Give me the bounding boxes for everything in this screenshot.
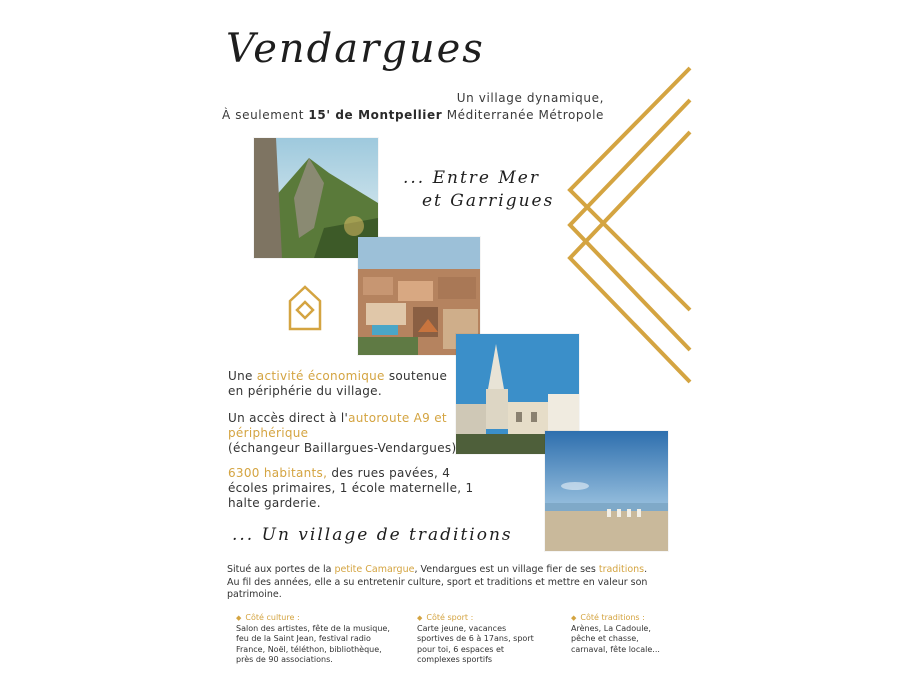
diamond-bullet-icon: ◆ bbox=[571, 614, 577, 622]
tagline-garrigues: et Garrigues bbox=[422, 191, 555, 211]
tagline-traditions: ... Un village de traditions bbox=[232, 525, 513, 545]
tagline-entre-mer: ... Entre Mer bbox=[403, 168, 540, 188]
column-traditions bbox=[571, 613, 666, 655]
paragraph-population: 6300 habitants, des rues pavées, 4 écoles primaires, 1 école maternelle, 1 halte garderie. bbox=[228, 466, 474, 510]
paragraph-economy: Une activité économique soutenue en périphérie du village. bbox=[228, 369, 448, 398]
column-culture-heading: ◆ Côté culture : bbox=[236, 613, 300, 622]
house-diamond-icon bbox=[288, 285, 322, 331]
photo-beach bbox=[545, 431, 668, 551]
column-culture bbox=[236, 613, 391, 666]
column-sport bbox=[417, 613, 537, 666]
column-culture-body: Salon des artistes, fête de la musique, feu de la Saint Jean, festival radio France, Noël, téléthon, bibliothèque, près de 90 associations. bbox=[236, 623, 390, 664]
subtitle bbox=[222, 90, 604, 124]
page-title: Vendargues bbox=[226, 26, 485, 72]
intro-paragraph: Situé aux portes de la petite Camargue, Vendargues est un village fier de ses traditions. Au fil des années, elle a su entretenir culture, sport et traditions et mettre en valeur son patrimoine. bbox=[227, 564, 648, 600]
subtitle-line2: À seulement 15' de Montpellier Méditerranée Métropole bbox=[222, 108, 604, 122]
paragraph-access: Un accès direct à l'autoroute A9 et périphérique (échangeur Baillargues-Vendargues) bbox=[228, 411, 457, 455]
subtitle-line1: Un village dynamique, bbox=[456, 91, 604, 105]
column-sport-body: Carte jeune, vacances sportives de 6 à 17ans, sport pour toi, 6 espaces et complexes sportifs bbox=[417, 623, 534, 664]
diamond-bullet-icon: ◆ bbox=[236, 614, 242, 622]
column-traditions-heading: ◆ Côté traditions : bbox=[571, 613, 645, 622]
column-traditions-body: Arènes, La Cadoule, pêche et chasse, carnaval, fête locale... bbox=[571, 623, 660, 654]
column-sport-heading: ◆ Côté sport : bbox=[417, 613, 474, 622]
diamond-bullet-icon: ◆ bbox=[417, 614, 423, 622]
